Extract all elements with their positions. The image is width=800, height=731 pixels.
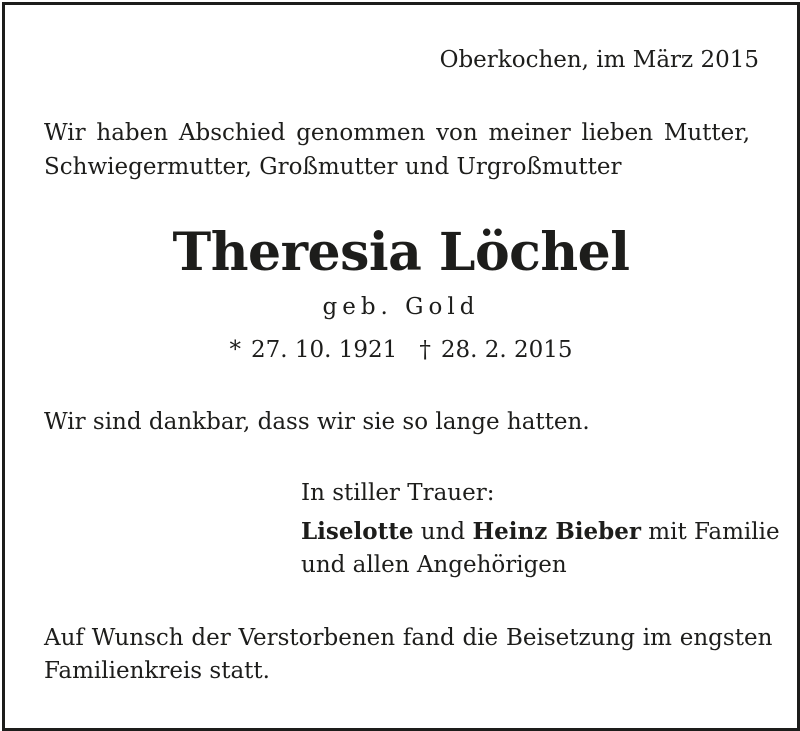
burial-note-line-1: Auf Wunsch der Verstorbenen fand die Beisetzung im engsten xyxy=(44,625,773,651)
maiden-name: geb. Gold xyxy=(322,294,480,320)
deceased-name: Theresia Löchel xyxy=(172,222,630,283)
mourner-suffix: mit Familie xyxy=(640,519,780,545)
intro-line-2: Schwiegermutter, Großmutter und Urgroßmutter xyxy=(44,154,622,180)
birth-symbol: * xyxy=(229,337,241,363)
mourner-name-1: Liselotte xyxy=(301,518,414,545)
life-dates xyxy=(5,339,797,362)
death-symbol: † xyxy=(419,337,431,363)
mourners-relatives: und allen Angehörigen xyxy=(301,552,567,578)
place-and-date: Oberkochen, im März 2015 xyxy=(439,47,759,73)
thanks-text: Wir sind dankbar, dass wir sie so lange hatten. xyxy=(44,409,590,435)
death-date: 28. 2. 2015 xyxy=(440,337,573,363)
mourners-line xyxy=(301,520,780,544)
mourners-heading: In stiller Trauer: xyxy=(301,480,495,506)
burial-note-line-2: Familienkreis statt. xyxy=(44,658,270,684)
birth-date: 27. 10. 1921 xyxy=(251,337,398,363)
intro-line-1: Wir haben Abschied genommen von meiner lieben Mutter, xyxy=(44,120,751,146)
mourner-name-2: Heinz Bieber xyxy=(472,518,641,545)
obituary-notice xyxy=(2,2,800,731)
mourner-connector: und xyxy=(413,519,473,545)
